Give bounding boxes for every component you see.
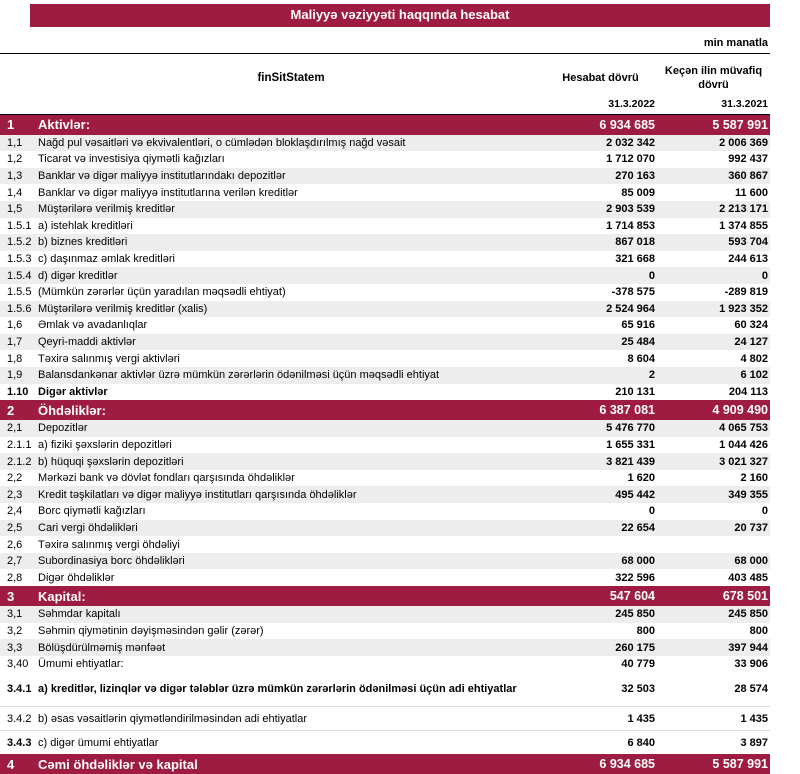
row-value-current: 22 654 [621, 521, 655, 534]
row-value-previous: 3 897 [740, 736, 768, 749]
row-number: 1,2 [7, 153, 23, 166]
row-number: 3.4.3 [7, 736, 32, 749]
current-period-date: 31.3.2022 [608, 97, 655, 110]
row-number: 2.1.1 [7, 438, 32, 451]
section-total-current: 547 604 [609, 589, 655, 604]
row-label: Müştərilərə verilmiş kreditlər [38, 203, 175, 216]
table-row [0, 623, 770, 640]
row-number: 2,8 [7, 571, 23, 584]
row-value-current: 40 779 [621, 658, 655, 671]
section-header-bar [0, 115, 770, 135]
row-label: d) digər kreditlər [38, 269, 118, 282]
row-label: Qeyri-maddi aktivlər [38, 336, 136, 349]
row-value-current: 800 [636, 624, 655, 637]
row-value-current: 6 840 [627, 736, 655, 749]
table-row [0, 301, 770, 318]
row-value-previous: 1 374 855 [719, 219, 768, 232]
column-header-current-period: Hesabat dövrü [562, 72, 639, 85]
row-value-previous: 68 000 [734, 555, 768, 568]
row-label: Ticarət və investisiya qiymətli kağızları [38, 153, 225, 166]
table-row [0, 470, 770, 487]
table-row [0, 184, 770, 201]
table-row [0, 218, 770, 235]
row-number: 3.4.2 [7, 712, 32, 725]
row-label: Mərkəzi bank və dövlət fondları qarşısında öhdəliklər [38, 472, 295, 485]
table-row [0, 672, 770, 706]
table-row [0, 606, 770, 623]
row-value-current: 322 596 [615, 571, 655, 584]
section-total-current: 6 387 081 [599, 403, 655, 418]
row-label: Subordinasiya borc öhdəlikləri [38, 555, 185, 568]
row-number: 3.4.1 [7, 683, 32, 696]
table-row [0, 201, 770, 218]
section [0, 115, 770, 401]
row-value-previous: 1 435 [740, 712, 768, 725]
row-label: b) hüquqi şəxslərin depozitləri [38, 455, 184, 468]
row-label: Balansdankənar aktivlər üzrə mümkün zərərlərin ödənilməsi üçün məqsədli ehtiyat [38, 369, 440, 382]
table-row [0, 706, 770, 730]
row-number: 2,4 [7, 505, 23, 518]
section-number: 2 [7, 402, 15, 418]
table-row [0, 656, 770, 673]
row-number: 2.1.2 [7, 455, 32, 468]
row-number: 1,3 [7, 170, 23, 183]
row-value-previous: 403 485 [728, 571, 768, 584]
row-value-previous: 6 102 [740, 369, 768, 382]
row-label: Əmlak və avadanlıqlar [38, 319, 148, 332]
section [0, 400, 770, 586]
section-total-current: 6 934 685 [599, 757, 655, 772]
row-value-current: 8 604 [627, 352, 655, 365]
row-value-current: 867 018 [615, 236, 655, 249]
row-number: 3,40 [7, 658, 29, 671]
section-title: Öhdəliklər: [38, 402, 106, 418]
row-number: 1.10 [7, 385, 29, 398]
row-value-previous: 24 127 [734, 336, 768, 349]
table-row [0, 284, 770, 301]
row-number: 3,3 [7, 641, 23, 654]
section-title: Kapital: [38, 588, 86, 604]
row-value-previous: 349 355 [728, 488, 768, 501]
row-value-current: 2 [648, 369, 655, 382]
table-row [0, 569, 770, 586]
row-value-current: -378 575 [611, 286, 655, 299]
section-rows [0, 606, 770, 754]
table-row [0, 267, 770, 284]
table-row [0, 503, 770, 520]
row-value-previous: 1 044 426 [719, 438, 768, 451]
row-value-current: 2 524 964 [606, 302, 655, 315]
row-label: Nağd pul vəsaitləri və ekvivalentləri, o cümlədən bloklaşdırılmış nağd vəsait [38, 136, 406, 149]
section-rows [0, 135, 770, 401]
row-value-current: 85 009 [621, 186, 655, 199]
row-label: b) biznes kreditləri [38, 236, 128, 249]
report-title: Maliyyə vəziyyəti haqqında hesabat [290, 7, 510, 22]
row-value-previous: 60 324 [734, 319, 768, 332]
row-value-current: 260 175 [615, 641, 655, 654]
row-number: 1,7 [7, 336, 23, 349]
row-number: 1,5 [7, 203, 23, 216]
row-value-previous: 3 021 327 [719, 455, 768, 468]
table-row [0, 384, 770, 401]
row-value-previous: 397 944 [728, 641, 768, 654]
row-label: Cari vergi öhdəlikləri [38, 521, 138, 534]
row-value-previous: 20 737 [734, 521, 768, 534]
row-value-current: 2 903 539 [606, 203, 655, 216]
row-label: Təxirə salınmış vergi aktivləri [38, 352, 180, 365]
column-header-previous-period: Keçən ilin müvafiq dövrü [664, 65, 763, 92]
table-row [0, 367, 770, 384]
row-value-current: 321 668 [615, 253, 655, 266]
section-number: 3 [7, 588, 15, 604]
row-number: 2,6 [7, 538, 23, 551]
row-label: a) kreditlər, lizinqlər və digər tələblər üzrə mümkün zərərlərin ödənilməsi üçün adi ehtiyatlar [38, 683, 517, 696]
sections-container [0, 115, 770, 774]
row-number: 1,1 [7, 136, 23, 149]
row-value-previous: 360 867 [728, 170, 768, 183]
table-header-row [0, 54, 770, 95]
row-value-current: 1 435 [627, 712, 655, 725]
section-header-bar [0, 754, 770, 774]
row-label: (Mümkün zərərlər üçün yaradılan məqsədli ehtiyat) [38, 286, 286, 299]
row-value-current: 495 442 [615, 488, 655, 501]
row-label: Ümumi ehtiyatlar: [38, 658, 124, 671]
section-number: 1 [7, 117, 15, 133]
table-row [0, 437, 770, 454]
section-total-previous: 4 909 490 [712, 403, 768, 418]
table-row [0, 453, 770, 470]
row-value-previous: 593 704 [728, 236, 768, 249]
section-rows [0, 420, 770, 586]
date-number-spacer [0, 98, 38, 110]
row-label: Banklar və digər maliyyə institutlarına verilən kreditlər [38, 186, 298, 199]
row-value-previous: 992 437 [728, 153, 768, 166]
section [0, 586, 770, 754]
row-number: 2,5 [7, 521, 23, 534]
row-label: c) daşınmaz əmlak kreditləri [38, 253, 175, 266]
row-number: 1.5.4 [7, 269, 32, 282]
table-row [0, 317, 770, 334]
table-row [0, 420, 770, 437]
table-row [0, 520, 770, 537]
row-label: Səhmdar kapitalı [38, 608, 121, 621]
date-row [0, 95, 770, 115]
table-row [0, 553, 770, 570]
table-row [0, 135, 770, 152]
row-number: 3,2 [7, 624, 23, 637]
table-row [0, 234, 770, 251]
row-value-previous: 1 923 352 [719, 302, 768, 315]
row-label: Bölüşdürülməmiş mənfəət [38, 641, 166, 654]
section-title: Cəmi öhdəliklər və kapital [38, 756, 198, 772]
section-total-previous: 5 587 991 [712, 757, 768, 772]
table-row [0, 168, 770, 185]
section-total-previous: 5 587 991 [712, 117, 768, 132]
row-label: Müştərilərə verilmiş kreditlər (xalis) [38, 302, 208, 315]
row-number: 2,7 [7, 555, 23, 568]
section-header-bar [0, 400, 770, 420]
row-value-current: 1 714 853 [606, 219, 655, 232]
section [0, 754, 770, 774]
previous-period-date: 31.3.2021 [721, 97, 768, 110]
row-label: Kredit təşkilatları və digər maliyyə institutları qarşısında öhdəliklər [38, 488, 357, 501]
row-number: 1.5.3 [7, 253, 32, 266]
row-number: 2,2 [7, 472, 23, 485]
row-value-current: 0 [648, 269, 655, 282]
row-value-current: 65 916 [621, 319, 655, 332]
row-value-current: 25 484 [621, 336, 655, 349]
section-header-bar [0, 586, 770, 606]
section-total-current: 6 934 685 [599, 117, 655, 132]
row-label: Borc qiymətli kağızları [38, 505, 146, 518]
row-value-previous: 245 850 [728, 608, 768, 621]
table-row [0, 251, 770, 268]
column-header-name: finSitStatem [257, 72, 325, 85]
row-number: 1.5.1 [7, 219, 32, 232]
row-value-current: 210 131 [615, 385, 655, 398]
row-value-previous: 11 600 [734, 186, 768, 199]
row-value-previous: 4 065 753 [719, 422, 768, 435]
row-label: Digər öhdəliklər [38, 571, 115, 584]
row-value-current: 32 503 [621, 683, 655, 696]
row-value-previous: 244 613 [728, 253, 768, 266]
row-value-current: 270 163 [615, 170, 655, 183]
row-value-current: 5 476 770 [606, 422, 655, 435]
row-number: 2,1 [7, 422, 23, 435]
table-row [0, 639, 770, 656]
row-number: 1,8 [7, 352, 23, 365]
section-number: 4 [7, 756, 15, 772]
table-row [0, 151, 770, 168]
row-number: 1,6 [7, 319, 23, 332]
row-label: Digər aktivlər [38, 385, 108, 398]
row-value-previous: 2 006 369 [719, 136, 768, 149]
row-value-previous: 204 113 [728, 385, 768, 398]
table-row [0, 486, 770, 503]
row-value-current: 1 712 070 [606, 153, 655, 166]
row-number: 1.5.5 [7, 286, 32, 299]
report-title-bar [30, 4, 770, 27]
table-row [0, 350, 770, 367]
row-value-current: 3 821 439 [606, 455, 655, 468]
row-value-previous: 0 [761, 269, 768, 282]
table-row [0, 536, 770, 553]
section-total-previous: 678 501 [722, 589, 768, 604]
row-number: 3,1 [7, 608, 23, 621]
row-value-previous: 2 160 [740, 472, 768, 485]
row-label: Depozitlər [38, 422, 88, 435]
date-label-spacer [38, 98, 544, 110]
row-number: 1,4 [7, 186, 23, 199]
row-value-previous: 0 [761, 505, 768, 518]
row-value-previous: -289 819 [724, 286, 768, 299]
row-label: c) digər ümumi ehtiyatlar [38, 736, 159, 749]
row-value-current: 68 000 [621, 555, 655, 568]
row-value-current: 1 655 331 [606, 438, 655, 451]
row-number: 1,9 [7, 369, 23, 382]
unit-label: min manatla [0, 27, 770, 54]
row-value-current: 245 850 [615, 608, 655, 621]
row-label: Banklar və digər maliyyə institutlarındakı depozitlər [38, 170, 286, 183]
row-label: a) istehlak kreditləri [38, 219, 133, 232]
row-label: b) əsas vəsaitlərin qiymətləndirilməsindən adi ehtiyatlar [38, 712, 308, 725]
row-value-previous: 4 802 [740, 352, 768, 365]
table-row [0, 334, 770, 351]
table-row [0, 730, 770, 754]
row-label: Təxirə salınmış vergi öhdəliyi [38, 538, 180, 551]
row-number: 2,3 [7, 488, 23, 501]
section-title: Aktivlər: [38, 117, 91, 133]
row-value-previous: 33 906 [734, 658, 768, 671]
row-label: a) fiziki şəxslərin depozitləri [38, 438, 172, 451]
row-number: 1.5.2 [7, 236, 32, 249]
statement-table [0, 54, 770, 774]
row-value-previous: 2 213 171 [719, 203, 768, 216]
row-label: Səhmin qiymətinin dəyişməsindən gəlir (zərər) [38, 624, 264, 637]
row-value-current: 0 [648, 505, 655, 518]
row-value-current: 2 032 342 [606, 136, 655, 149]
row-value-current: 1 620 [627, 472, 655, 485]
row-number: 1.5.6 [7, 302, 32, 315]
row-value-previous: 800 [749, 624, 768, 637]
row-value-previous: 28 574 [734, 683, 768, 696]
